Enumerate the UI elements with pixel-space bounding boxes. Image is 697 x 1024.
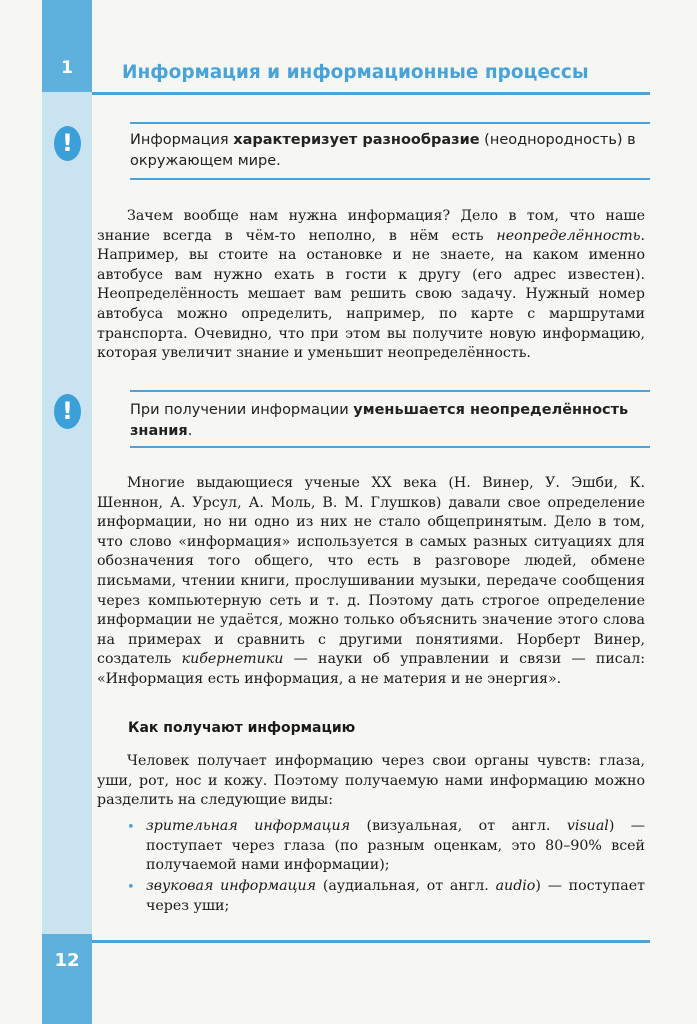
- chapter-tab: [42, 0, 92, 92]
- chapter-number: 1: [61, 58, 73, 78]
- page-number-tab: [42, 934, 92, 1024]
- header-rule: [92, 92, 650, 95]
- chapter-title: Информация и информационные процессы: [122, 62, 589, 83]
- note-top-rule: [130, 390, 650, 392]
- note-top-rule: [130, 122, 650, 124]
- bullet-marker: •: [127, 880, 135, 895]
- section-heading: Как получают информацию: [128, 720, 356, 736]
- page-number: 12: [54, 950, 80, 971]
- paragraph-definitions: Многие выдающиеся ученые XX века (Н. Винер, У. Эшби, К. Шеннон, А. Урсул, А. Моль, В. М. Глушков) давали свое определение информации, но ни одно из них не стало общепринятым. Дело в том, что слово «информация» используется в самых разных ситуациях для обозначения того общего, что есть в разговоре людей, обмене письмами, чтении книги, прослушивании музыки, передаче сообщения через компьютерную сеть и т. д. Поэтому дать строгое определение информации не удаётся, можно только объяснить значение этого слова на примерах и сравнить с другими понятиями. Норберт Винер, создатель кибернетики — науки об управлении и связи — писал: «Информация есть информация, а не материя и не энергия».: [97, 475, 645, 687]
- paragraph-uncertainty: Зачем вообще нам нужна информация? Дело в том, что наше знание всегда в чём-то неполно, в нём есть неопределённость. Например, вы стоите на остановке и не знаете, на каком именно автобусе вам нужно ехать в гости к другу (его адрес известен). Неопределённость мешает вам решить свою задачу. Нужный номер автобуса можно определить, например, по карте с маршрутами транспорта. Очевидно, что при этом вы получите новую информацию, которая увеличит знание и уменьшит неопределённость.: [97, 208, 645, 362]
- exclamation-icon: !: [54, 394, 81, 429]
- note-key-fact-1: Информация характеризует разнообразие (неоднородность) в окружающем мире.: [130, 132, 636, 169]
- list-item: зрительная информация (визуальная, от англ. visual) — поступает через глаза (по разным оценкам, это 80–90% всей получаемой нами информации);: [146, 818, 645, 874]
- note-bottom-rule: [130, 446, 650, 448]
- note-key-fact-2: При получении информации уменьшается неопределённость знания.: [130, 402, 629, 439]
- paragraph-senses: Человек получает информацию через свои органы чувств: глаза, уши, рот, нос и кожу. Поэтому получаемую нами информацию можно разделить на следующие виды:: [97, 753, 645, 809]
- note-bottom-rule: [130, 178, 650, 180]
- exclamation-icon: !: [54, 126, 81, 161]
- bullet-marker: •: [127, 820, 135, 835]
- footer-rule: [92, 940, 650, 943]
- list-item: звуковая информация (аудиальная, от англ. audio) — поступает через уши;: [146, 878, 645, 914]
